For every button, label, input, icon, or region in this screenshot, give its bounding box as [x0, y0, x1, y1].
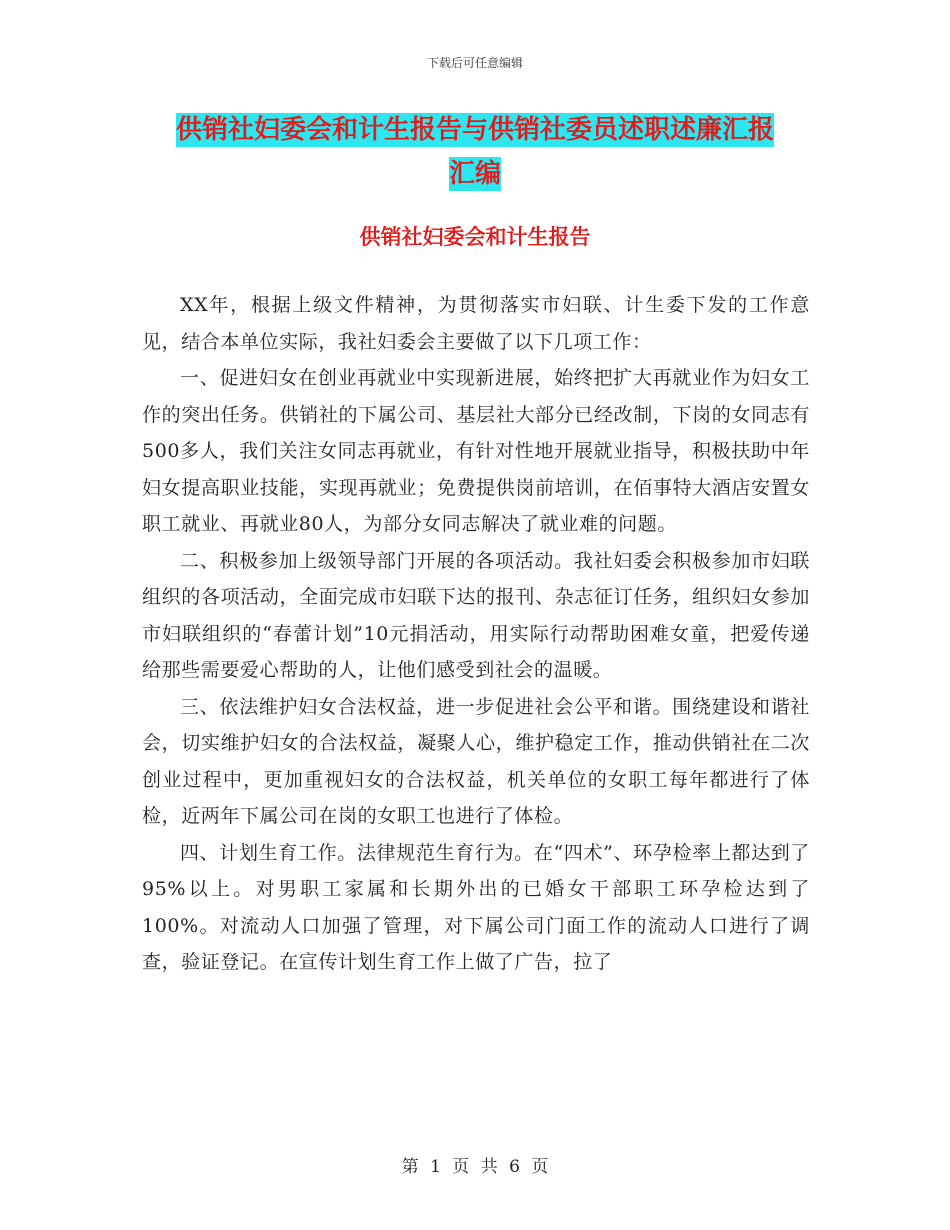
paragraph-item-3: 三、依法维护妇女合法权益，进一步促进社会公平和谐。围绕建设和谐社会，切实维护妇女的合法权益，凝聚人心，维护稳定工作，推动供销社在二次创业过程中，更加重视妇女的合法权益，机关单位的女职工每年都进行了体检，近两年下属公司在岗的女职工也进行了体检。: [142, 695, 810, 827]
page-number-footer: 第 1 页 共 6 页: [401, 1157, 549, 1177]
document-title-line-1: 供销社妇委会和计生报告与供销社委员述职述廉汇报: [175, 115, 774, 145]
paragraph-item-4: 四、计划生育工作。法律规范生育行为。在“四术”、环孕检率上都达到了95%以上。对男职工家属和长期外出的已婚女干部职工环孕检达到了100%。对流动人口加强了管理，对下属公司门面工作的流动人口进行了调查，验证登记。在宣传计划生育工作上做了广告，拉了: [142, 841, 810, 973]
section-title: 供销社妇委会和计生报告: [359, 225, 591, 249]
paragraph-item-2: 二、积极参加上级领导部门开展的各项活动。我社妇委会积极参加市妇联组织的各项活动，全面完成市妇联下达的报刊、杂志征订任务，组织妇女参加市妇联组织的“春蕾计划”10元捐活动，用实际行动帮助困难女童，把爱传递给那些需要爱心帮助的人，让他们感受到社会的温暖。: [142, 549, 810, 681]
page-header: 下载后可任意编辑: [426, 56, 523, 70]
body-text: [142, 287, 810, 981]
paragraph-intro: XX年，根据上级文件精神，为贯彻落实市妇联、计生委下发的工作意见，结合本单位实际，我社妇委会主要做了以下几项工作：: [142, 294, 810, 353]
document-title: [0, 108, 950, 196]
paragraph-item-1: 一、促进妇女在创业再就业中实现新进展，始终把扩大再就业作为妇女工作的突出任务。供销社的下属公司、基层社大部分已经改制，下岗的女同志有500多人，我们关注女同志再就业，有针对性地开展就业指导，积极扶助中年妇女提高职业技能，实现再就业；免费提供岗前培训，在佰事特大酒店安置女职工就业、再就业80人，为部分女同志解决了就业难的问题。: [142, 367, 810, 535]
document-title-line-2: 汇编: [448, 159, 501, 189]
